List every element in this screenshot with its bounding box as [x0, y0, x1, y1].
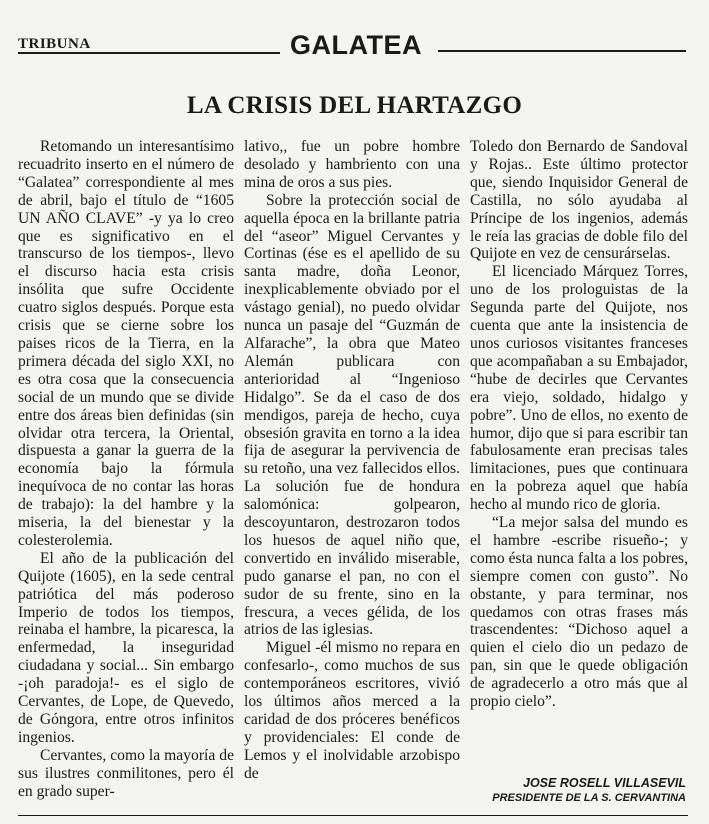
header-rule-left [18, 52, 280, 54]
paragraph: El licenciado Márquez Torres, uno de los prologuistas de la Segunda parte del Quijote, nos cuenta que ante la insistencia de unos curiosos visitantes franceses que acompañaban a su Embajador, “hube de decirles que Cervantes era viejo, soldado, hidalgo y pobre”. Uno de ellos, no exento de humor, dijo que si para escribir tan fabulosamente eran precisas tales limitaciones, pues que continuara en la pobreza aquel que había hecho al mundo rico de gloria. [470, 263, 688, 514]
paragraph: “La mejor salsa del mundo es el hambre -escribe risueño-; y como ésta nunca falta a los pobres, siempre comen con gusto”. No obstante, y para terminar, nos quedamos con otras frases más trascendentes: “Dichoso aquel a quien el cielo dio un pedazo de pan, sin que le quede obligación de agradecerlo a otro más que al propio cielo”. [470, 514, 688, 711]
section-label: TRIBUNA [18, 36, 91, 52]
paragraph: Retomando un interesantísimo recuadrito inserto en el número de “Galatea” correspondiente al mes de abril, bajo el título de “1605 UN AÑO CLAVE” -y ya lo creo que es significativo en el transcurso de los tiempos-, llevo el discurso hacia esta crisis insólita que sufre Occidente cuatro siglos después. Porque esta crisis que se cierne sobre los paises ricos de la Tierra, en la primera década del siglo XXI, no es otra cosa que la consecuencia social de un mundo que se divide entre dos áreas bien definidas (sin olvidar otra tercera, la Oriental, dispuesta a ganar la guerra de la economía bajo la fórmula inequívoca de no contar las horas de trabajo): la del hambre y la miseria, la del bienestar y la colesterolemia. [18, 138, 234, 549]
paragraph: Cervantes, como la mayoría de sus ilustres conmilitones, pero él en grado super- [18, 746, 234, 800]
author-title: PRESIDENTE DE LA S. CERVANTINA [492, 792, 686, 804]
paragraph: Sobre la protección social de aquella época en la brillante patria del “aseor” Miguel Cervantes y Cortinas (ése es el apellido de su santa madre, doña Leonor, inexplicablemente obviado por el vástago genial), no puedo olvidar nunca un pasaje del “Guzmán de Alfarache”, la obra que Mateo Alemán publicara con anterioridad al “Ingenioso Hidalgo”. Se da el caso de dos mendigos, pareja de hecho, cuya obsesión gravita en torno a la idea fija de asegurar la pervivencia de su retoño, una vez fallecidos ellos. La solución fue de hondura salomónica: golpearon, descoyuntaron, destrozaron todos los huesos de aquel niño que, convertido en inválido miserable, pudo ganarse el pan, no con el sudor de su frente, sino en la frescura, a veces gélida, de los atrios de las iglesias. [244, 191, 460, 639]
author-signature [470, 775, 686, 805]
footer-rule [18, 815, 688, 816]
masthead-title: GALATEA [290, 30, 422, 60]
article-column-1 [18, 138, 234, 801]
paragraph: lativo,, fue un pobre hombre desolado y hambriento con una mina de oros a sus pies. [244, 138, 460, 191]
author-name: JOSE ROSELL VILLASEVIL [523, 776, 686, 790]
article-column-3 [470, 138, 688, 711]
paragraph: Toledo don Bernardo de Sandoval y Rojas.. Este último protector que, siendo Inquisidor General de Castilla, no sólo ayudaba al Príncipe de los ingenios, además le reía las gracias de doble filo del Quijote en vez de censurárselas. [470, 138, 688, 263]
paragraph: Miguel -él mismo no repara en confesarlo-, como muchos de sus contemporáneos escritores, vivió los últimos años merced a la caridad de dos próceres benéficos y providenciales: El conde de Lemos y el inolvidable arzobispo de [244, 639, 460, 782]
article-column-2 [244, 138, 460, 783]
header-rule-right [438, 50, 686, 52]
page-header [18, 30, 686, 64]
article-headline: LA CRISIS DEL HARTAZGO [186, 92, 523, 119]
paragraph: El año de la publicación del Quijote (1605), en la sede central patriótica del más poderoso Imperio de todos los tiempos, reinaba el hambre, la picaresca, la enfermedad, la inseguridad ciudadana y social... Sin embargo -¡oh paradoja!- es el siglo de Cervantes, de Lope, de Quevedo, de Góngora, entre otros infinitos ingenios. [18, 549, 234, 746]
